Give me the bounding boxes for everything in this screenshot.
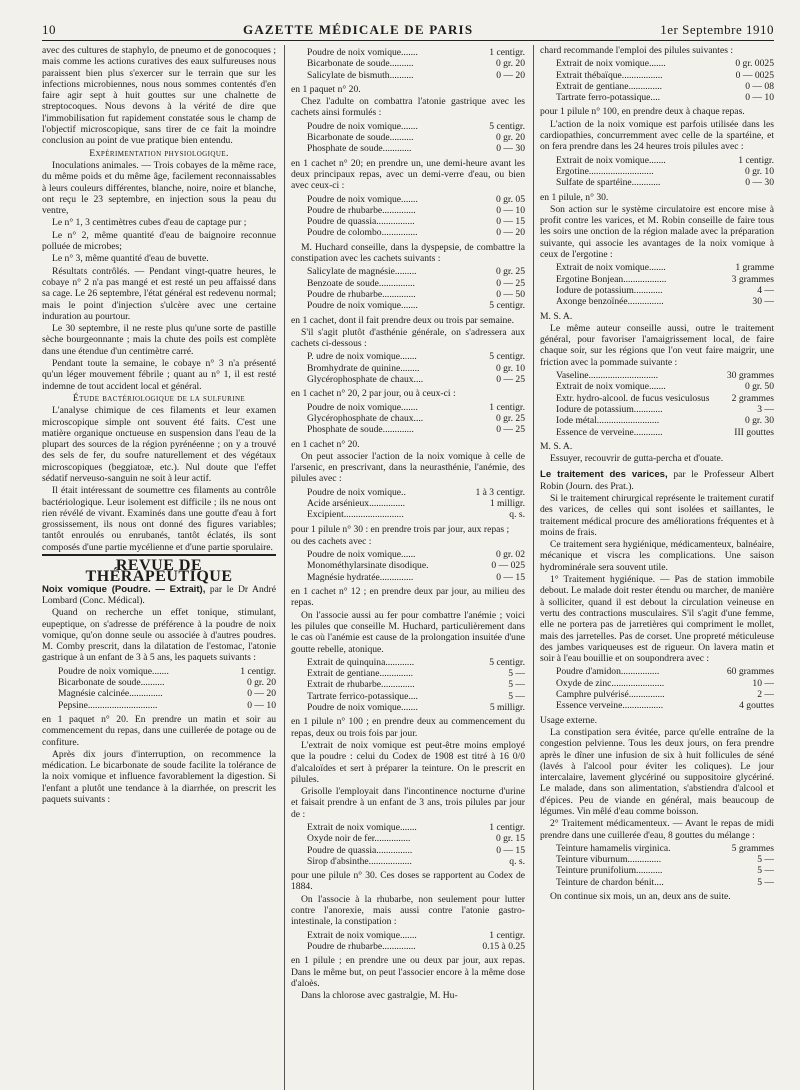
prescription-line xyxy=(556,700,774,711)
dose: 3 grammes xyxy=(731,273,774,285)
prescription-line xyxy=(307,856,525,867)
dose: 60 grammes xyxy=(726,666,774,678)
ingredient: Pepsine............................. xyxy=(58,699,158,711)
dose: 0 gr. 50 xyxy=(744,381,774,393)
article-author: par le Professeur Albert Robin (Journ. des Prat.). xyxy=(540,469,774,492)
prescription-line xyxy=(307,679,525,690)
ingredient: Ergotine Bonjean.................. xyxy=(556,273,667,285)
dose: 0 — 20 xyxy=(496,69,525,81)
prescription-signature: M. S. A. xyxy=(540,310,573,322)
paragraph: Inoculations animales. — Trois cobayes de la même race, du même poids et du même âge, facilement reconnaissables à leurs couleurs différentes, blanche, noire, noire et blanche, ont reçu le 23 septembre, en injection sous la peau du ventre, xyxy=(42,159,276,217)
ingredient: Extrait thébaïque................. xyxy=(556,69,663,81)
dose: 1 à 3 centigr. xyxy=(475,486,525,498)
paragraph: en 1 pilule n° 100 ; en prendre deux au commencement du repas, deux ou trois fois par jour. xyxy=(291,716,525,739)
dose: 5 centigr. xyxy=(489,120,525,132)
prescription xyxy=(556,155,774,189)
paragraph: On l'associe aussi au fer pour combattre l'anémie ; voici les pilules que conseille M. Huchard, particulièrement dans le cas où l'anémie est cause de la prolongation insuitée d'une goutte rebelle, atonique. xyxy=(291,609,525,655)
dose: 3 — xyxy=(757,403,774,415)
prescription-line xyxy=(307,572,525,583)
prescription-line xyxy=(307,668,525,679)
paragraph: Après dix jours d'interruption, on recommence la médication. Le bicarbonate de soude facilite la tolérance de la noix vomique et influence favorablement la digestion. Si l'enfant a plutôt une tendance à la diarrhée, on prescrit les paquets suivants : xyxy=(42,748,276,805)
dose: 10 — xyxy=(752,677,774,689)
ingredient: Poudre de noix vomique....... xyxy=(307,193,418,205)
prescription-line xyxy=(556,177,774,188)
article-heading xyxy=(540,469,774,492)
prescription xyxy=(307,930,525,953)
ingredient: Poudre de noix vomique....... xyxy=(307,401,418,413)
prescription-line xyxy=(307,216,525,227)
ingredient: Oxyde noir de fer............... xyxy=(307,833,411,845)
paragraph: L'analyse chimique de ces filaments et leur examen microscopique simple ont souvent été faits. C'est une matière organique onctueuse en suspension dans l'eau de la plupart des sources de la région pyrénéenne ; on y a trouvé des sels de fer, du soufre naturellement et des végétaux microscopiques (beggiatoæ, etc.). Nul doute que l'effet sédatif nerveuso-sanguin ne soit à leur actif. xyxy=(42,405,276,484)
paragraph: Essuyer, recouvrir de gutta-percha et d'ouate. xyxy=(550,453,724,465)
prescription-line xyxy=(307,374,525,385)
prescription-line xyxy=(307,702,525,713)
dose: 0 gr. 20 xyxy=(495,132,525,144)
dose: 1 centigr. xyxy=(489,929,525,941)
ingredient: Bicarbonate de soude.......... xyxy=(58,677,165,689)
ingredient: Bicarbonate de soude.......... xyxy=(307,132,414,144)
ingredient: Extrait de noix vomique....... xyxy=(556,262,666,274)
dose: 1 centigr. xyxy=(489,401,525,413)
dose: 5 centigr. xyxy=(489,300,525,312)
ingredient: Extrait de noix vomique....... xyxy=(307,822,417,833)
dose: 0 — 25 xyxy=(496,374,525,386)
prescription-line xyxy=(307,121,525,132)
paragraph: M. Huchard conseille, dans la dyspepsie, de combattre la constipation avec les cachets suivants : xyxy=(291,241,525,265)
dose: 0 — 30 xyxy=(745,177,774,189)
dose: 0 — 0025 xyxy=(735,69,774,81)
paragraph: Pendant toute la semaine, le cobaye n° 3 n'a présenté qu'un léger mouvement fébrile ; quant au n° 1, il est resté indemne de tout accident local et général. xyxy=(42,358,276,392)
prescription-line xyxy=(307,413,525,424)
paragraph: en 1 cachet n° 20; en prendre un, une demi-heure avant les deux principaux repas, avec un demi-verre d'eau, ou bien avec ceux-ci : xyxy=(291,157,525,192)
ingredient: Poudre de rhubarbe.............. xyxy=(307,940,416,952)
prescription-line xyxy=(307,487,525,498)
prescription-line xyxy=(556,427,774,438)
prescription xyxy=(58,666,276,711)
paragraph: avec des cultures de staphylo, de pneumo et de gonocoques ; mais comme les actions curatives des eaux sulfureuses nous paraissent bien plus s'exercer sur le terrain que sur les infections microbiennes, nous nous sommes contentés d'en faire agir sept à huit gouttes sur une chalnette de streptocoques. Nous devons à la vérité de dire que l'immobilisation fut rapidement constatée sous le champ de l'objectif microscopique, sans tirer de ce fait la moindre conclusion au point de vue pratique bien entendu. xyxy=(42,45,276,147)
prescription-line xyxy=(307,300,525,311)
journal-title: GAZETTE MÉDICALE DE PARIS xyxy=(243,22,474,37)
paragraph: pour 1 pilule n° 30 : en prendre trois par jour, aux repas ; xyxy=(291,523,510,535)
ingredient: Oxyde de zinc...................... xyxy=(556,677,665,689)
ingredient: Poudre de noix vomique...... xyxy=(307,549,416,561)
prescription-line xyxy=(307,70,525,81)
dose: 1 gramme xyxy=(735,262,774,274)
ingredient: Excipient......................... xyxy=(307,509,404,521)
paragraph: La constipation sera évitée, parce qu'elle entraîne de la congestion pelvienne. Tous les deux jours, on fera prendre après le dîner une infusion de six à huit follicules de séné (lavés à l'alcool pour éviter les coliques). Le jour intercalaire, lavement glycériné ou suppositoire glycériné. Le malade, dans son alimentation, s'abstiendra d'alcool et d'épices. Peu de viande en général, mais beaucoup de légumes. Vin mêlé d'eau comme boisson. xyxy=(540,726,774,817)
ingredient: Poudre d'amidon................ xyxy=(556,666,660,678)
dose: 0 — 025 xyxy=(491,560,525,572)
ingredient: Extrait de noix vomique....... xyxy=(556,381,666,393)
dose: 5 — xyxy=(757,865,774,877)
prescription xyxy=(556,262,774,307)
dose: 1 milligr. xyxy=(489,497,525,509)
paragraph: 1° Traitement hygiénique. — Pas de station immobile debout. Le malade doit rester étendu ou marcher, de manière à solliciter, quand il est debout la circulation veineuse en vertu des contractions musculaires. S'il s'agit d'une femme, elle ne portera pas de jarretières qui compriment le mollet, mais des jarretelles. Pas de corset. Une propreté méticuleuse des jambes variqueuses est de rigueur. On lavera matin et soir à l'eau bouillie et on soupondrera avec : xyxy=(540,574,774,665)
ingredient: Iode métal.......................... xyxy=(556,415,660,427)
paragraph: Le même auteur conseille aussi, outre le traitement général, pour favoriser l'amaigrissement local, de faire chaque soir, sur les régions que l'on veut faire maigrir, une friction avec la pommade suivante : xyxy=(540,322,774,368)
dose: 0 — 20 xyxy=(496,227,525,239)
prescription-line xyxy=(556,854,774,865)
ingredient: Extrait de noix vomique....... xyxy=(556,154,666,166)
prescription-line xyxy=(307,351,525,362)
prescription-line xyxy=(556,81,774,92)
prescription-line xyxy=(307,143,525,154)
ingredient: Poudre de rhubarbe.............. xyxy=(307,204,416,216)
dose: 5 — xyxy=(508,690,525,702)
prescription xyxy=(307,47,525,81)
paragraph: en 1 cachet n° 20, 2 par jour, ou à ceux-ci : xyxy=(291,388,456,400)
dose: 0 — 10 xyxy=(745,92,774,104)
dose: 2 — xyxy=(757,689,774,701)
prescription-line xyxy=(58,688,276,699)
section-heading: REVUE DE THÉRAPEUTIQUE xyxy=(42,554,276,583)
prescription-line xyxy=(307,498,525,509)
ingredient: Phosphate de soude............. xyxy=(307,424,414,436)
ingredient: Camphre pulvérisé............... xyxy=(556,689,665,701)
prescription xyxy=(307,549,525,583)
ingredient: Teinture prunifolium........... xyxy=(556,865,663,877)
prescription-line xyxy=(307,132,525,143)
article-title: Noix vomique (Poudre. — Extrait), xyxy=(42,583,206,595)
paragraph: Quand on recherche un effet tonique, stimulant, eupeptique, on s'adresse de préférence à la poudre de noix vomique, qu'on donne seule ou associée à d'autres poudres. M. Comby prescrit, dans la dilatation de l'estomac, l'atonie gastrique à un enfant de 3 à 5 ans, les paquets suivants : xyxy=(42,607,276,664)
prescription-line xyxy=(556,689,774,700)
paragraph: en 1 paquet n° 20. En prendre un matin et soir au commencement du repas, dans une cuillerée de potage ou de confiture. xyxy=(42,713,276,748)
paragraph: chard recommande l'emploi des pilules suivantes : xyxy=(540,45,734,56)
article-author: par le Dr André Lombard (Conc. Médical). xyxy=(42,583,276,606)
prescription-line xyxy=(556,381,774,392)
paragraph: en 1 cachet n° 12 ; en prendre deux par jour, au milieu des repas. xyxy=(291,586,525,609)
ingredient: Essence de verveine............ xyxy=(556,426,663,438)
ingredient: Poudre de rhubarbe.............. xyxy=(307,288,416,300)
dose: q. s. xyxy=(509,855,525,867)
paragraph: Le n° 3, même quantité d'eau de buvette. xyxy=(52,253,209,265)
dose: 0 gr. 05 xyxy=(495,193,525,205)
prescription-line xyxy=(307,930,525,941)
paragraph: Son action sur le système circulatoire est encore mise à profit contre les varices, et M. Robin conseille de faire tous les soirs une onction de la région malade avec la préparation suivante, qui associe les avantages de la noix vomique à ceux de l'ergotine : xyxy=(540,203,774,261)
dose: 0 — 30 xyxy=(496,143,525,155)
prescription-line xyxy=(307,509,525,520)
prescription-line xyxy=(307,424,525,435)
ingredient: Poudre de noix vomique....... xyxy=(58,665,169,677)
paragraph: Il était intéressant de soumettre ces filaments au contrôle bactériologique. Leur isolement est difficile ; ils ne nous ont rien révélé de vivant. Examinés dans une goutte d'eau à fort grossissement, ils nous ont donné des figures variables; tantôt enroulés ou enrubanés, tantôt éclatés, ils sont composés d'une partie mycélienne et d'une partie sporulaire. xyxy=(42,485,276,553)
ingredient: Sirop d'absinthe.................. xyxy=(307,855,412,867)
dose: 5 — xyxy=(757,854,774,866)
ingredient: Acide arsénieux............... xyxy=(307,497,406,509)
paragraph: Chez l'adulte on combattra l'atonie gastrique avec les cachets ainsi formulés : xyxy=(291,96,525,119)
ingredient: Bromhydrate de quinine........ xyxy=(307,362,420,374)
ingredient: Poudre de quassia................ xyxy=(307,216,415,228)
prescription-signature: M. S. A. xyxy=(540,440,573,452)
prescription-line xyxy=(556,678,774,689)
paragraph: L'action de la noix vomique est parfois utilisée dans les cardiopathies, concurremment avec celle de la spartéine, et on fera prendre dans les 24 heures trois pilules avec : xyxy=(540,118,774,153)
dose: 30 — xyxy=(752,296,774,308)
ingredient: Salicylate de bismuth.......... xyxy=(307,69,414,81)
prescription-line xyxy=(307,822,525,833)
ingredient: Iodure de potassium............ xyxy=(556,284,663,296)
paragraph: S'il s'agit plutôt d'asthénie générale, on s'adressera aux cachets ci-dessous : xyxy=(291,326,525,350)
ingredient: P. udre de noix vomique....... xyxy=(307,351,417,363)
paragraph: en 1 cachet n° 20. xyxy=(291,438,360,450)
page-number: 10 xyxy=(42,22,56,37)
ingredient: Vaseline............................. xyxy=(556,370,659,382)
ingredient: Monométhylarsinate disodique. xyxy=(307,560,429,572)
prescription-line xyxy=(307,266,525,277)
prescription xyxy=(307,351,525,385)
dose: 5 — xyxy=(508,668,525,680)
prescription xyxy=(556,843,774,888)
prescription-line xyxy=(307,845,525,856)
article-heading xyxy=(42,584,276,607)
prescription-line xyxy=(556,262,774,273)
dose: 1 centigr. xyxy=(489,47,525,58)
subheading: Expérimentation physiologique. xyxy=(89,147,229,159)
prescription-line xyxy=(556,58,774,69)
dose: 5 grammes xyxy=(731,842,774,854)
ingredient: Axonge benzoïnée............... xyxy=(556,296,664,308)
dose: 0 — 10 xyxy=(247,699,276,711)
column-container xyxy=(42,45,774,1090)
dose: 0 gr. 25 xyxy=(495,412,525,424)
prescription xyxy=(556,666,774,711)
dose: 0 gr. 02 xyxy=(495,549,525,561)
ingredient: Glycérophosphate de chaux.... xyxy=(307,374,424,386)
paragraph: ou des cachets avec : xyxy=(291,535,372,547)
paragraph: en 1 pilule, n° 30. xyxy=(540,191,609,203)
prescription-line xyxy=(307,549,525,560)
dose: 0 — 50 xyxy=(496,288,525,300)
prescription-line xyxy=(556,274,774,285)
dose: 0 — 10 xyxy=(496,204,525,216)
prescription xyxy=(307,657,525,713)
dose: 0 gr. 30 xyxy=(744,415,774,427)
dose: 5 milligr. xyxy=(489,702,525,714)
dose: 0 gr. 20 xyxy=(246,677,276,689)
ingredient: Poudre de noix vomique.. xyxy=(307,486,406,498)
ingredient: Tartrate ferrico-potassique.... xyxy=(307,690,418,702)
ingredient: Phosphate de soude............ xyxy=(307,143,412,155)
prescription-line xyxy=(556,285,774,296)
ingredient: Magnésie calcinée.............. xyxy=(58,688,163,700)
prescription-line xyxy=(307,278,525,289)
ingredient: Extrait de noix vomique....... xyxy=(307,929,417,941)
usage-note: Usage externe. xyxy=(540,714,598,726)
dose: 5 — xyxy=(757,876,774,888)
dose: 0 gr. 0025 xyxy=(735,58,774,70)
paragraph: On l'associe à la rhubarbe, non seulement pour lutter contre l'anorexie, mais aussi contre l'atonie gastro-intestinale, la constipation : xyxy=(291,893,525,928)
dose: 0.15 à 0.25 xyxy=(482,940,525,952)
prescription-line xyxy=(556,296,774,307)
prescription-line xyxy=(58,700,276,711)
ingredient: Bicarbonate de soude.......... xyxy=(307,58,414,70)
ingredient: Tartrate ferro-potassique.... xyxy=(556,92,661,104)
dose: 5 — xyxy=(508,679,525,691)
paragraph: Le n° 1, 3 centimètres cubes d'eau de captage pur ; xyxy=(52,217,247,229)
dose: 0 — 15 xyxy=(496,844,525,856)
prescription-line xyxy=(556,370,774,381)
dose: III gouttes xyxy=(734,426,774,438)
dose: 0 — 15 xyxy=(496,216,525,228)
paragraph: On continue six mois, un an, deux ans de suite. xyxy=(550,891,731,903)
prescription xyxy=(556,370,774,438)
page-header xyxy=(42,22,774,41)
ingredient: Extrait de rhubarbe.............. xyxy=(307,679,415,691)
prescription xyxy=(307,822,525,867)
ingredient: Extrait de gentiane.............. xyxy=(307,668,414,680)
ingredient: Magnésie hydratée.............. xyxy=(307,571,414,583)
prescription-line xyxy=(556,393,774,404)
dose: 0 gr. 10 xyxy=(744,165,774,177)
ingredient: Poudre de noix vomique....... xyxy=(307,702,418,714)
ingredient: Extrait de quinquina............ xyxy=(307,656,415,668)
prescription-line xyxy=(556,92,774,103)
prescription-line xyxy=(307,363,525,374)
prescription-line xyxy=(556,666,774,677)
prescription-line xyxy=(307,289,525,300)
paragraph: On peut associer l'action de la noix vomique à celle de l'arsenic, en prescrivant, dans la neurasthénie, l'anémie, des pilules avec : xyxy=(291,450,525,485)
ingredient: Iodure de potassium............ xyxy=(556,403,663,415)
paragraph: Résultats contrôlés. — Pendant vingt-quatre heures, le cobaye n° 2 n'a pas mangé et est resté un peu affaissé dans sa cage. Le 26 septembre, l'état général est redevenu normal; mais le point d'injection s'ulcère avec une certaine induration au pourtour. xyxy=(42,265,276,322)
prescription-line xyxy=(58,677,276,688)
ingredient: Poudre de noix vomique....... xyxy=(307,47,418,58)
prescription xyxy=(307,487,525,521)
paragraph: pour 1 pilule n° 100, en prendre deux à chaque repas. xyxy=(540,106,745,118)
dose: 4 — xyxy=(757,284,774,296)
paragraph: pour une pilule n° 30. Ces doses se rapportent au Codex de 1884. xyxy=(291,870,525,893)
dose: 1 centigr. xyxy=(240,665,276,677)
paragraph: Le 30 septembre, il ne reste plus qu'une sorte de pastille sèche bourgeonnante ; mais la chute des poils est complète dans une étendue d'un centimètre carré. xyxy=(42,323,276,357)
prescription-line xyxy=(556,166,774,177)
ingredient: Poudre de noix vomique....... xyxy=(307,300,418,312)
prescription-line xyxy=(307,691,525,702)
paragraph: Grisolle l'employait dans l'incontinence nocturne d'urine et faisait prendre à un enfant de 3 ans, trois pilules par jour de : xyxy=(291,786,525,820)
ingredient: Extrait de noix vomique....... xyxy=(556,58,666,70)
dose: 0 — 25 xyxy=(496,277,525,289)
dose: 0 gr. 25 xyxy=(495,266,525,278)
ingredient: Teinture hamamelis virginica. xyxy=(556,842,671,854)
dose: 0 — 15 xyxy=(496,571,525,583)
paragraph: Le n° 2, même quantité d'eau de baignoire reconnue polluée de microbes; xyxy=(42,229,276,253)
paragraph: Si le traitement chirurgical représente le traitement curatif des varices, de celles qui sont isolées et saillantes, le traitement médical procure des améliorations fréquentes et à moins de frais. xyxy=(540,492,774,538)
ingredient: Extr. hydro-alcool. de fucus vesiculosus xyxy=(556,392,710,404)
dose: 5 centigr. xyxy=(489,656,525,668)
column-3 xyxy=(533,45,774,1090)
prescription xyxy=(307,194,525,239)
dose: 0 — 25 xyxy=(496,424,525,436)
ingredient: Teinture viburnum.............. xyxy=(556,854,662,866)
ingredient: Essence verveine................. xyxy=(556,700,664,712)
ingredient: Teinture de chardon bénit.... xyxy=(556,876,664,888)
dose: 0 — 20 xyxy=(247,688,276,700)
prescription-line xyxy=(307,402,525,413)
dose: 4 gouttes xyxy=(739,700,774,712)
prescription xyxy=(307,121,525,155)
prescription-line xyxy=(556,865,774,876)
ingredient: Extrait de gentiane.............. xyxy=(556,80,663,92)
prescription-line xyxy=(556,843,774,854)
ingredient: Ergotine........................... xyxy=(556,165,654,177)
prescription xyxy=(307,266,525,311)
column-1 xyxy=(42,45,276,1090)
prescription xyxy=(307,402,525,436)
dose: 0 gr. 10 xyxy=(495,362,525,374)
dose: 1 centigr. xyxy=(738,154,774,166)
ingredient: Poudre de noix vomique....... xyxy=(307,120,418,132)
issue-date: 1er Septembre 1910 xyxy=(660,22,774,37)
ingredient: Salicylate de magnésie......... xyxy=(307,266,417,278)
ingredient: Sulfate de spartéine............ xyxy=(556,177,661,189)
prescription-line xyxy=(556,404,774,415)
article-title: Le traitement des varices, xyxy=(540,469,668,481)
paragraph: en 1 paquet n° 20. xyxy=(291,83,361,95)
paragraph: en 1 cachet, dont il fait prendre deux ou trois par semaine. xyxy=(291,314,514,326)
dose: 0 gr. 15 xyxy=(495,833,525,845)
paragraph: Ce traitement sera hygiénique, médicamenteux, balnéaire, mécanique et viscra les complications. Une saison hydrominérale sera souvent utile. xyxy=(540,539,774,573)
prescription-line xyxy=(556,155,774,166)
ingredient: Glycérophosphate de chaux.... xyxy=(307,412,424,424)
prescription-line xyxy=(307,833,525,844)
dose: 5 centigr. xyxy=(489,351,525,363)
dose: 1 centigr. xyxy=(489,822,525,833)
dose: q. s. xyxy=(509,509,525,521)
dose: 0 gr. 20 xyxy=(495,58,525,70)
dose: 30 grammes xyxy=(726,370,774,382)
prescription-line xyxy=(307,657,525,668)
subheading: Étude bactériologique de la sulfurine xyxy=(72,392,246,404)
prescription-line xyxy=(307,205,525,216)
dose: 2 grammes xyxy=(731,392,774,404)
column-2 xyxy=(284,45,525,1090)
prescription-line xyxy=(58,666,276,677)
prescription-line xyxy=(556,70,774,81)
prescription-line xyxy=(307,47,525,58)
prescription xyxy=(556,58,774,103)
prescription-line xyxy=(307,227,525,238)
paragraph: Dans la chlorose avec gastralgie, M. Hu- xyxy=(301,990,458,1002)
prescription-line xyxy=(307,560,525,571)
dose: 0 — 08 xyxy=(745,80,774,92)
paragraph: en 1 pilule ; en prendre une ou deux par jour, aux repas. Dans le même but, on peut l'associer encore à la même dose d'aloès. xyxy=(291,955,525,989)
prescription-line xyxy=(307,941,525,952)
prescription-line xyxy=(556,877,774,888)
prescription-line xyxy=(307,58,525,69)
prescription-line xyxy=(307,194,525,205)
paragraph: 2° Traitement médicamenteux. — Avant le repas de midi prendre dans une cuillerée d'eau, 8 gouttes du mélange : xyxy=(540,818,774,841)
ingredient: Poudre de quassia............... xyxy=(307,844,413,856)
paragraph: L'extrait de noix vomique est peut-être moins employé que la poudre : celui du Codex de 1908 est titré à 16 0/0 d'alcaloïdes et sert à préparer la teinture. On le prescrit en pilules. xyxy=(291,739,525,785)
ingredient: Poudre de colombo............... xyxy=(307,227,418,239)
prescription-line xyxy=(556,415,774,426)
ingredient: Benzoate de soude............... xyxy=(307,277,415,289)
